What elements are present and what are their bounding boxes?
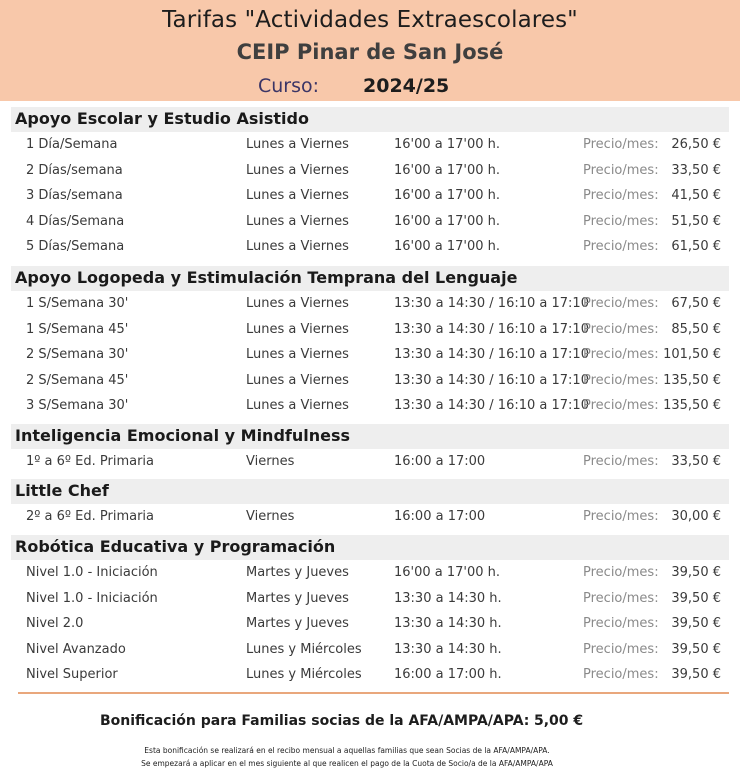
price-label: Precio/mes: [583, 188, 659, 203]
activity-price: 101,50 € [663, 347, 721, 362]
activity-days: Lunes a Viernes [246, 188, 349, 203]
price-label: Precio/mes: [583, 565, 659, 580]
section-title: Inteligencia Emocional y Mindfulness [15, 426, 351, 445]
activity-name: 3 S/Semana 30' [26, 398, 129, 413]
activity-price: 26,50 € [671, 137, 721, 152]
price-label: Precio/mes: [583, 347, 659, 362]
bonus-note-1: Esta bonificación se realizará en el recibo mensual a aquellas familias que sean Socias de la AFA/AMPA/APA. [144, 746, 550, 755]
activity-name: Nivel 2.0 [26, 616, 84, 631]
activity-name: 2º a 6º Ed. Primaria [26, 509, 155, 524]
activity-price: 33,50 € [671, 162, 721, 178]
activity-time: 13:30 a 14:30 / 16:10 a 17:10 [394, 321, 589, 337]
table-row [0, 642, 740, 662]
section-title: Little Chef [15, 481, 109, 500]
activity-days: Lunes a Viernes [246, 239, 349, 254]
price-label: Precio/mes: [583, 590, 659, 606]
activity-days: Lunes a Viernes [246, 296, 349, 311]
price-label: Precio/mes: [583, 372, 659, 388]
section-title: Robótica Educativa y Programación [15, 537, 336, 556]
activity-name: Nivel Avanzado [26, 641, 126, 657]
activity-name: 1 S/Semana 45' [26, 321, 129, 337]
divider [18, 692, 729, 694]
price-label: Precio/mes: [583, 296, 659, 311]
activity-time: 13:30 a 14:30 h. [394, 590, 502, 606]
school-name: CEIP Pinar de San José [236, 40, 504, 64]
activity-days: Lunes a Viernes [246, 321, 349, 337]
activity-price: 39,50 € [671, 667, 721, 682]
table-row [0, 137, 740, 157]
activity-name: 2 S/Semana 30' [26, 347, 129, 362]
table-row [0, 296, 740, 316]
activity-name: 4 Días/Semana [26, 213, 125, 229]
price-label: Precio/mes: [583, 509, 659, 524]
activity-price: 41,50 € [671, 188, 721, 203]
table-row [0, 163, 740, 183]
table-row [0, 667, 740, 687]
activity-time: 16:00 a 17:00 [394, 509, 486, 524]
activity-name: 2 Días/semana [26, 162, 123, 178]
course-value: 2024/25 [363, 75, 450, 97]
price-label: Precio/mes: [583, 398, 659, 413]
bonus-value: 5,00 € [534, 713, 584, 729]
activity-days: Viernes [246, 454, 295, 469]
price-label: Precio/mes: [583, 454, 659, 469]
table-row [0, 322, 740, 342]
activity-time: 13:30 a 14:30 h. [394, 616, 502, 631]
activity-days: Lunes a Viernes [246, 137, 349, 152]
price-label: Precio/mes: [583, 667, 659, 682]
table-row [0, 239, 740, 259]
table-row [0, 509, 740, 529]
activity-days: Viernes [246, 509, 295, 524]
activity-price: 67,50 € [671, 296, 721, 311]
table-row [0, 373, 740, 393]
activity-days: Martes y Jueves [246, 565, 349, 580]
activity-name: 3 Días/semana [26, 188, 123, 203]
activity-price: 135,50 € [663, 398, 721, 413]
table-row [0, 565, 740, 585]
activity-time: 13:30 a 14:30 / 16:10 a 17:10 [394, 398, 589, 413]
activity-time: 16:00 a 17:00 h. [394, 667, 502, 682]
activity-time: 13:30 a 14:30 / 16:10 a 17:10 [394, 372, 589, 388]
activity-price: 51,50 € [671, 213, 721, 229]
activity-price: 135,50 € [663, 372, 721, 388]
table-row [0, 347, 740, 367]
activity-name: 1 S/Semana 30' [26, 296, 129, 311]
activity-name: 1º a 6º Ed. Primaria [26, 454, 155, 469]
page-header [0, 0, 740, 101]
activity-days: Martes y Jueves [246, 590, 349, 606]
table-row [0, 591, 740, 611]
activity-days: Lunes a Viernes [246, 347, 349, 362]
activity-price: 39,50 € [671, 590, 721, 606]
activity-time: 13:30 a 14:30 h. [394, 641, 502, 657]
activity-price: 39,50 € [671, 616, 721, 631]
price-label: Precio/mes: [583, 162, 659, 178]
activity-days: Lunes a Viernes [246, 213, 349, 229]
activity-price: 30,00 € [671, 509, 721, 524]
activity-name: Nivel 1.0 - Iniciación [26, 590, 158, 606]
table-row [0, 616, 740, 636]
activity-time: 16'00 a 17'00 h. [394, 239, 501, 254]
page-title: Tarifas "Actividades Extraescolares" [162, 7, 578, 33]
activity-price: 39,50 € [671, 565, 721, 580]
activity-time: 16'00 a 17'00 h. [394, 137, 501, 152]
activity-time: 16:00 a 17:00 [394, 454, 486, 469]
activity-time: 16'00 a 17'00 h. [394, 213, 501, 229]
activity-days: Lunes y Miércoles [246, 641, 362, 657]
activity-name: 2 S/Semana 45' [26, 372, 129, 388]
price-label: Precio/mes: [583, 239, 659, 254]
price-label: Precio/mes: [583, 213, 659, 229]
activity-days: Lunes a Viernes [246, 162, 349, 178]
activity-name: 5 Días/Semana [26, 239, 125, 254]
activity-time: 16'00 a 17'00 h. [394, 565, 501, 580]
activity-price: 33,50 € [671, 454, 721, 469]
price-label: Precio/mes: [583, 137, 659, 152]
activity-days: Lunes a Viernes [246, 372, 349, 388]
activity-time: 13:30 a 14:30 / 16:10 a 17:10 [394, 296, 589, 311]
activity-price: 39,50 € [671, 641, 721, 657]
activity-time: 13:30 a 14:30 / 16:10 a 17:10 [394, 347, 589, 362]
price-label: Precio/mes: [583, 616, 659, 631]
bonus-label: Bonificación para Familias socias de la AFA/AMPA/APA: [100, 713, 530, 729]
activity-name: 1 Día/Semana [26, 137, 118, 152]
bonus-note-2: Se empezará a aplicar en el mes siguiente al que realicen el pago de la Cuota de Socio/a de la AFA/AMPA/APA [141, 759, 553, 768]
table-row [0, 188, 740, 208]
price-label: Precio/mes: [583, 641, 659, 657]
activity-name: Nivel Superior [26, 667, 118, 682]
activity-time: 16'00 a 17'00 h. [394, 162, 501, 178]
activity-days: Lunes y Miércoles [246, 667, 362, 682]
activity-days: Lunes a Viernes [246, 398, 349, 413]
course-label: Curso: [258, 75, 320, 97]
price-label: Precio/mes: [583, 321, 659, 337]
activity-price: 85,50 € [671, 321, 721, 337]
activity-days: Martes y Jueves [246, 616, 349, 631]
section-header-band [11, 479, 729, 504]
table-row [0, 214, 740, 234]
table-row [0, 398, 740, 418]
activity-time: 16'00 a 17'00 h. [394, 188, 501, 203]
activity-name: Nivel 1.0 - Iniciación [26, 565, 158, 580]
section-title: Apoyo Escolar y Estudio Asistido [15, 109, 309, 128]
section-title: Apoyo Logopeda y Estimulación Temprana del Lenguaje [15, 268, 518, 287]
activity-price: 61,50 € [671, 239, 721, 254]
table-row [0, 454, 740, 474]
